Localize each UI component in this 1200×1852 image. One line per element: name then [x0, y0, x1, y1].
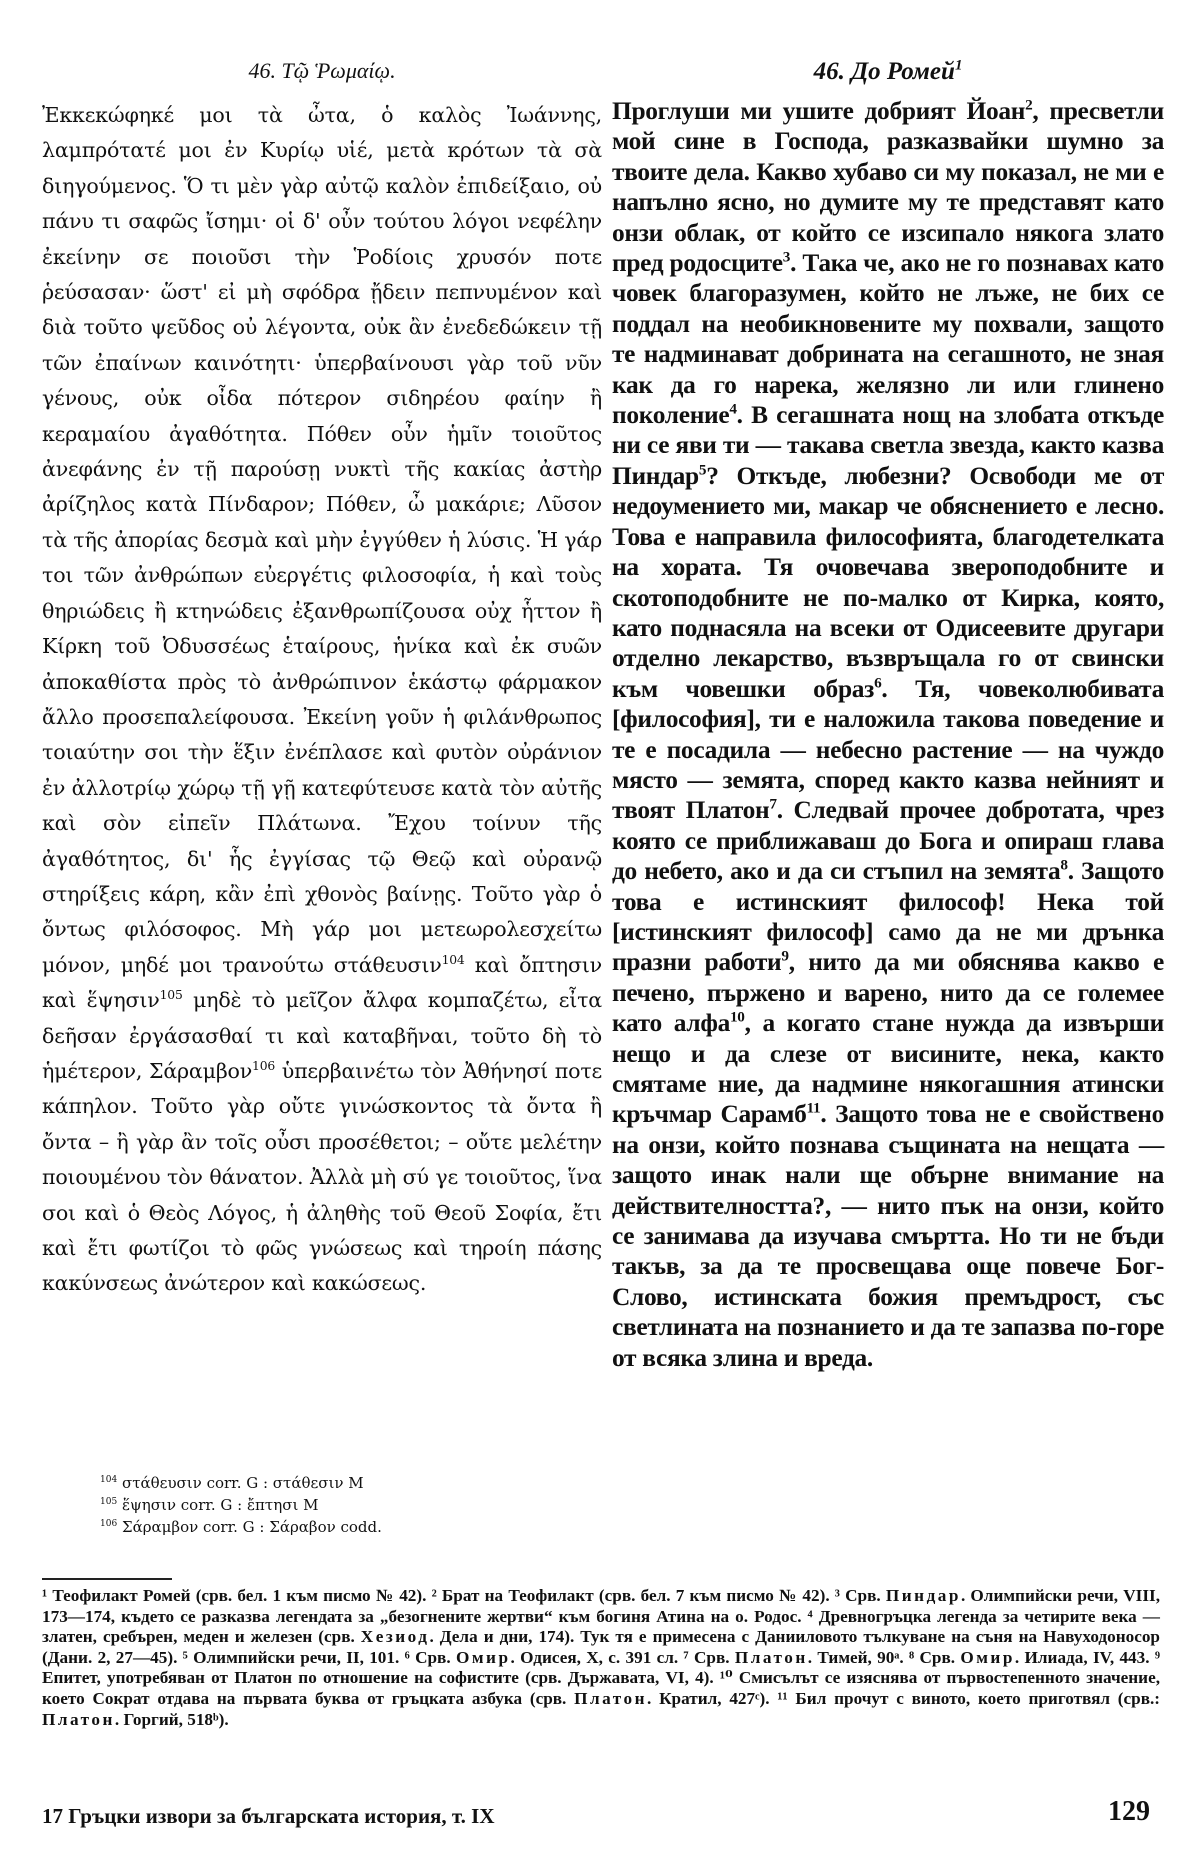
- bulgarian-letter-title: [612, 58, 1164, 86]
- bg-text-part: . Защото това не е свойствено на онзи, който познава същината на нещата — защото инак нали ще обърне внимание на действителността?, — нито пък на онзи, който се занимава да изучава смъртта. Но ти не бъди такъв, за да те просвещава още повече Бог-Слово, истинската божия премъдрост, със светлината на познанието и да те запазва по-горе от всяка злина и вреда.: [612, 1100, 1165, 1372]
- footnote-ref-4: 4: [729, 400, 737, 418]
- author-name: Пиндар: [885, 1586, 961, 1605]
- author-name: Платон: [574, 1688, 648, 1708]
- author-name: Омир: [960, 1647, 1015, 1667]
- apparatus-note-104: [100, 1472, 550, 1494]
- footnote-ref-11: 11: [806, 1099, 821, 1117]
- footnote-ref-5: 5: [698, 461, 707, 479]
- footnote-text: ¹ Теофилакт Ромей (срв. бел. 1 към писмо № 42). ² Брат на Теофилакт (срв. бел. 7 към писмо № 42). ³ Срв.: [42, 1586, 886, 1605]
- footnote-text: . Кратил, 427ᶜ). ¹¹ Бил прочут с виното, което приготвял (срв.:: [647, 1688, 1160, 1708]
- apparatus-number: 104: [100, 1475, 118, 1485]
- apparatus-note-106: [100, 1516, 550, 1538]
- greek-text-part: Ἐκκεκώφηκέ μοι τὰ ὦτα, ὁ καλὸς Ἰωάννης, λαμπρότατέ μοι ἐν Κυρίῳ υἱέ, μετὰ κρότων τὰ σὰ διηγούμενος. Ὅ τι μὲν γὰρ αὐτῷ καλὸν ἐπιδείξαιο, οὐ πάνυ τι σαφῶς ἴσημι· οἱ δ' οὖν τούτου λόγοι νεφέλην ἐκείνην σε ποιοῦσι τὴν Ῥοδίοις χρυσόν ποτε ῥεύσασαν· ὥστ' εἰ μὴ σφόδρα ᾔδειν πεπνυμένον καὶ διὰ τοῦτο ψεῦδος οὐ λέγοντα, οὐκ ἂν ἐνεδεδώκειν τῇ τῶν ἐπαίνων καινότητι· ὑπερβαίνουσι γὰρ τοῦ νῦν γένους, οὐκ οἶδα πότερον σιδηρέου φαίην ἢ κεραμαίου ἀγαθότητα. Πόθεν οὖν ἡμῖν τοιοῦτος ἀνεφάνης ἐν τῇ παρούσῃ νυκτὶ τῆς κακίας ἀστὴρ ἀρίζηλος κατὰ Πίνδαρον; Πόθεν, ὦ μακάριε; Λῦσον τὰ τῆς ἀπορίας δεσμὰ καὶ μὴν ἐγγύθεν ἡ λύσις. Ἡ γάρ τοι τῶν ἀνθρώπων εὐεργέτις φιλοσοφία, ἡ καὶ τοὺς θηριώδεις ἢ κτηνώδεις ἐξανθρωπίζουσα οὐχ ἧττον ἢ Κίρκη τοῦ Ὀδυσσέως ἑταίρους, ἡνίκα καὶ ἐκ συῶν ἀποκαθίστα πρὸς τὸ ἀνθρώπινον ἑκάστῳ φάρμακον ἄλλο προσεπαλείφουσα. Ἐκείνη γοῦν ἡ φιλάνθρωπος τοιαύτην σοι τὴν ἕξιν ἐνέπλασε καὶ φυτὸν οὐράνιον ἐν ἀλλοτρίῳ χώρῳ τῇ γῇ κατεφύτευσε κατὰ τὸν αὐτῆς καὶ σὸν εἰπεῖν Πλάτωνα. Ἔχου τοίνυν τῆς ἀγαθότητος, δι' ἧς ἐγγίσας τῷ Θεῷ καὶ οὐρανῷ στηρίξεις κάρη, κἂν ἐπὶ χθονὸς βαίνῃς. Τοῦτο γὰρ ὁ ὄντως φιλόσοφος. Μὴ γάρ μοι μετεωρολεσχείτω μόνον, μηδέ μοι τρανούτω στάθευσιν: [42, 103, 602, 977]
- page-number: 129: [1108, 1796, 1150, 1827]
- greek-letter-title: [42, 58, 602, 84]
- footnote-divider: [42, 1578, 172, 1580]
- footnote-text: . Олимпийски речи, VIII, 173—174, където се разказва легендата за „безогнените жертви“ към богиня Атина на о. Родос. ⁴ Древногръцка легенда за четирите века — златен, сребърен, меден и железен (срв.: [42, 1586, 1161, 1647]
- author-name: Платон: [734, 1647, 808, 1667]
- greek-text-part: ὑπερβαινέτω τὸν Ἀθήνησί ποτε κάπηλον. Τοῦτο γὰρ οὔτε γινώσκοντος τὰ ὄντα ἢ ὄντα – ἢ γὰρ ἂν τοῖς οὖσι προσέθετοι; – οὔτε μελέτην ποιουμένου τὸν θάνατον. Ἀλλὰ μὴ σύ γε τοιοῦτος, ἵνα σοι καὶ ὁ Θεὸς Λόγος, ἡ ἀληθὴς τοῦ Θεοῦ Σοφία, ἔτι καὶ ἔτι φωτίζοι τὸ φῶς γνώσεως καὶ τηροίη πάσης κακύνσεως ἀνώτερον καὶ κακώσεως.: [42, 1058, 602, 1296]
- bg-text-part: . Защото това е истинският философ! Нека той [истинският философ] само да не ми дрънка празни работи: [612, 857, 1164, 977]
- bulgarian-column: [612, 58, 1164, 1373]
- footnote-ref-8: 8: [1060, 856, 1068, 874]
- book-signature: 17 Гръцки извори за българската история, т. IX: [42, 1804, 495, 1828]
- apparatus-text: Σάραμβον corr. G : Σάραβον codd.: [121, 1518, 382, 1536]
- bg-text-part: . Така че, ако не го познавах като човек благоразумен, който не лъже, не бих се поддал на необикновените му похвали, защото те надминават добрината на сегашното, не зная как да го нарека, желязно ли или глинено поколение: [612, 249, 1164, 430]
- bg-text-part: , нито да ми обяснява какво е печено, пържено и варено, нито да се големее като алфа: [612, 948, 1164, 1038]
- footnote-text: . Горгий, 518ᵇ).: [114, 1709, 229, 1729]
- greek-letter-text: [42, 98, 602, 1302]
- footnote-ref-9: 9: [781, 947, 789, 965]
- bg-text-part: Проглуши ми ушите добрият Йоан: [612, 97, 1026, 125]
- apparatus-number: 106: [100, 1519, 118, 1529]
- bg-text-part: . В сегашната нощ на злобата откъде ни се яви ти — такава светла звезда, както казва Пиндар: [612, 401, 1164, 490]
- footnote-text: . Дела и дни, 174). Тук тя е примесена с Данииловото тълкуване на съня на Навуходоносор (Дани. 2, 27—45). ⁵ Олимпийски речи, II, 101. ⁶ Срв.: [42, 1627, 1160, 1667]
- footnote-text: . Тимей, 90ᵃ. ⁸ Срв.: [807, 1647, 961, 1667]
- apparatus-number: 105: [100, 1497, 118, 1507]
- footnote-ref-1: 1: [954, 57, 963, 74]
- bg-text-part: . Тя, човеколюбивата [философия], ти е наложила такова поведение и те е посадила — небесно растение — на чуждо място — земята, според както казва нейният и твоят Платон: [612, 674, 1164, 825]
- greek-text-part: μηδὲ τὸ μεῖζον ἄλφα κομπαζέτω, εἶτα δεῆσαν ἐργάσασθαί τι καὶ καταβῆναι, τοῦτο δὴ τὸ ἡμέτερον, Σάραμβον: [42, 988, 603, 1083]
- author-name: Омир: [455, 1647, 511, 1667]
- apparatus-ref-106: 106: [252, 1059, 276, 1074]
- bg-text-part: , пресветли мой сине в Господа, разказвайки шумно за твоите дела. Какво хубаво си му показал, не ми е напълно ясно, но думите му те представят като онзи облак, от който се изсипало някога злато пред родосците: [612, 97, 1164, 278]
- author-name: Платон: [42, 1709, 115, 1729]
- footnote-ref-10: 10: [729, 1008, 745, 1026]
- bg-text-part: ? Откъде, любезни? Освободи ме от недоумението ми, макар че обяснението е лесно. Това е направила философията, благодетелката на хората. Тя очовечава звероподобните и скотоподобните не по-малко от Кирка, която, като поднасяла на всеки от Одисеевите другари отделно лекарство, възвръщала го от свински към човешки образ: [612, 461, 1164, 703]
- footnote-text: . Одисея, X, с. 391 сл. ⁷ Срв.: [510, 1647, 735, 1667]
- apparatus-ref-104: 104: [441, 952, 465, 967]
- bg-text-part: , а когато стане нужда да извърши нещо и да слезе от висините, нека, както смятаме ние, да надмине някогашния атински кръчмар Сарамб: [612, 1009, 1164, 1129]
- footnote-text: . Илиада, IV, 443. ⁹ Епитет, употребяван от Платон по отношение на софистите (срв. Държавата, VI, 4). ¹⁰ Смисълът се изяснява от първостепенното значение, което Сократ отдава на първата буква от гръцката азбука (срв.: [42, 1647, 1160, 1708]
- footnote-ref-3: 3: [782, 248, 791, 266]
- greek-title-text: 46. Τῷ Ῥωμαίῳ.: [248, 58, 396, 83]
- apparatus-text: στάθευσιν corr. G : στάθεσιν M: [121, 1474, 364, 1492]
- footnote-ref-2: 2: [1025, 96, 1033, 114]
- apparatus-text: ἕψησιν corr. G : ἔπτησι M: [121, 1496, 319, 1514]
- bulgarian-title-text: 46. До Ромей: [813, 58, 955, 85]
- bulgarian-letter-text: [612, 96, 1164, 1373]
- apparatus-note-105: [100, 1494, 550, 1516]
- author-name: Хезиод: [360, 1627, 430, 1647]
- bg-text-part: . Следвай прочее добротата, чрез която се приближаваш до Бога и опираш глава до небето, ако и да си стъпил на земята: [612, 796, 1164, 886]
- critical-apparatus: [100, 1472, 550, 1538]
- footnotes: [42, 1586, 1160, 1730]
- apparatus-ref-105: 105: [159, 988, 183, 1003]
- footnote-ref-6: 6: [874, 674, 882, 692]
- greek-column: [42, 58, 602, 1302]
- greek-text-part: καὶ ὄπτησιν καὶ ἕψησιν: [42, 952, 602, 1013]
- footnote-ref-7: 7: [769, 795, 777, 813]
